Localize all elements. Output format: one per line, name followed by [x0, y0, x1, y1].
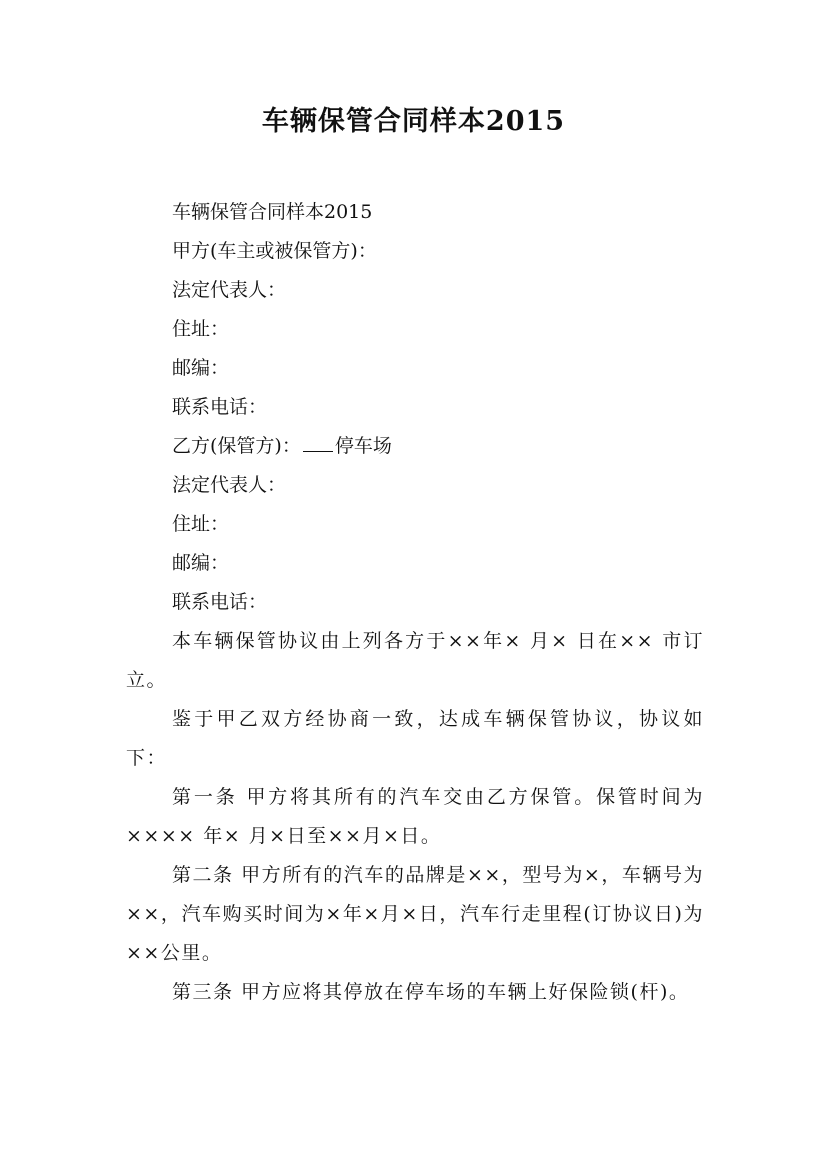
party-b-suffix: 停车场 — [334, 435, 392, 457]
party-a-postcode-line: 邮编： — [172, 357, 230, 379]
article-3-paragraph: 第三条 甲方应将其停放在停车场的车辆上好保险锁(杆)。 — [172, 981, 690, 1003]
article-1-paragraph: 第一条 甲方将其所有的汽车交由乙方保管。保管时间为×××× 年× 月×日至××月×日。 — [126, 786, 704, 847]
document-title: 车辆保管合同样本2015 — [261, 106, 566, 137]
party-a-phone-line: 联系电话： — [172, 396, 268, 418]
party-a-address-line: 住址： — [172, 318, 230, 340]
article-2-paragraph: 第二条 甲方所有的汽车的品牌是××，型号为×，车辆号为××，汽车购买时间为×年×月×日，汽车行走里程(订协议日)为××公里。 — [126, 864, 704, 964]
intro-paragraph: 本车辆保管协议由上列各方于××年× 月× 日在×× 市订立。 — [126, 630, 704, 691]
party-b-postcode-line: 邮编： — [172, 552, 230, 574]
agreement-paragraph: 鉴于甲乙双方经协商一致，达成车辆保管协议，协议如下： — [126, 708, 704, 769]
document-body — [126, 193, 704, 1012]
party-b-prefix: 乙方(保管方)： — [172, 435, 301, 457]
party-b-phone-line: 联系电话： — [172, 591, 268, 613]
party-b-line — [126, 427, 704, 466]
subtitle-line: 车辆保管合同样本2015 — [172, 201, 373, 223]
party-b-address-line: 住址： — [172, 513, 230, 535]
fill-in-blank — [303, 435, 333, 452]
party-a-line: 甲方(车主或被保管方)： — [172, 240, 377, 262]
party-a-representative-line: 法定代表人： — [172, 279, 287, 301]
party-b-representative-line: 法定代表人： — [172, 474, 287, 496]
